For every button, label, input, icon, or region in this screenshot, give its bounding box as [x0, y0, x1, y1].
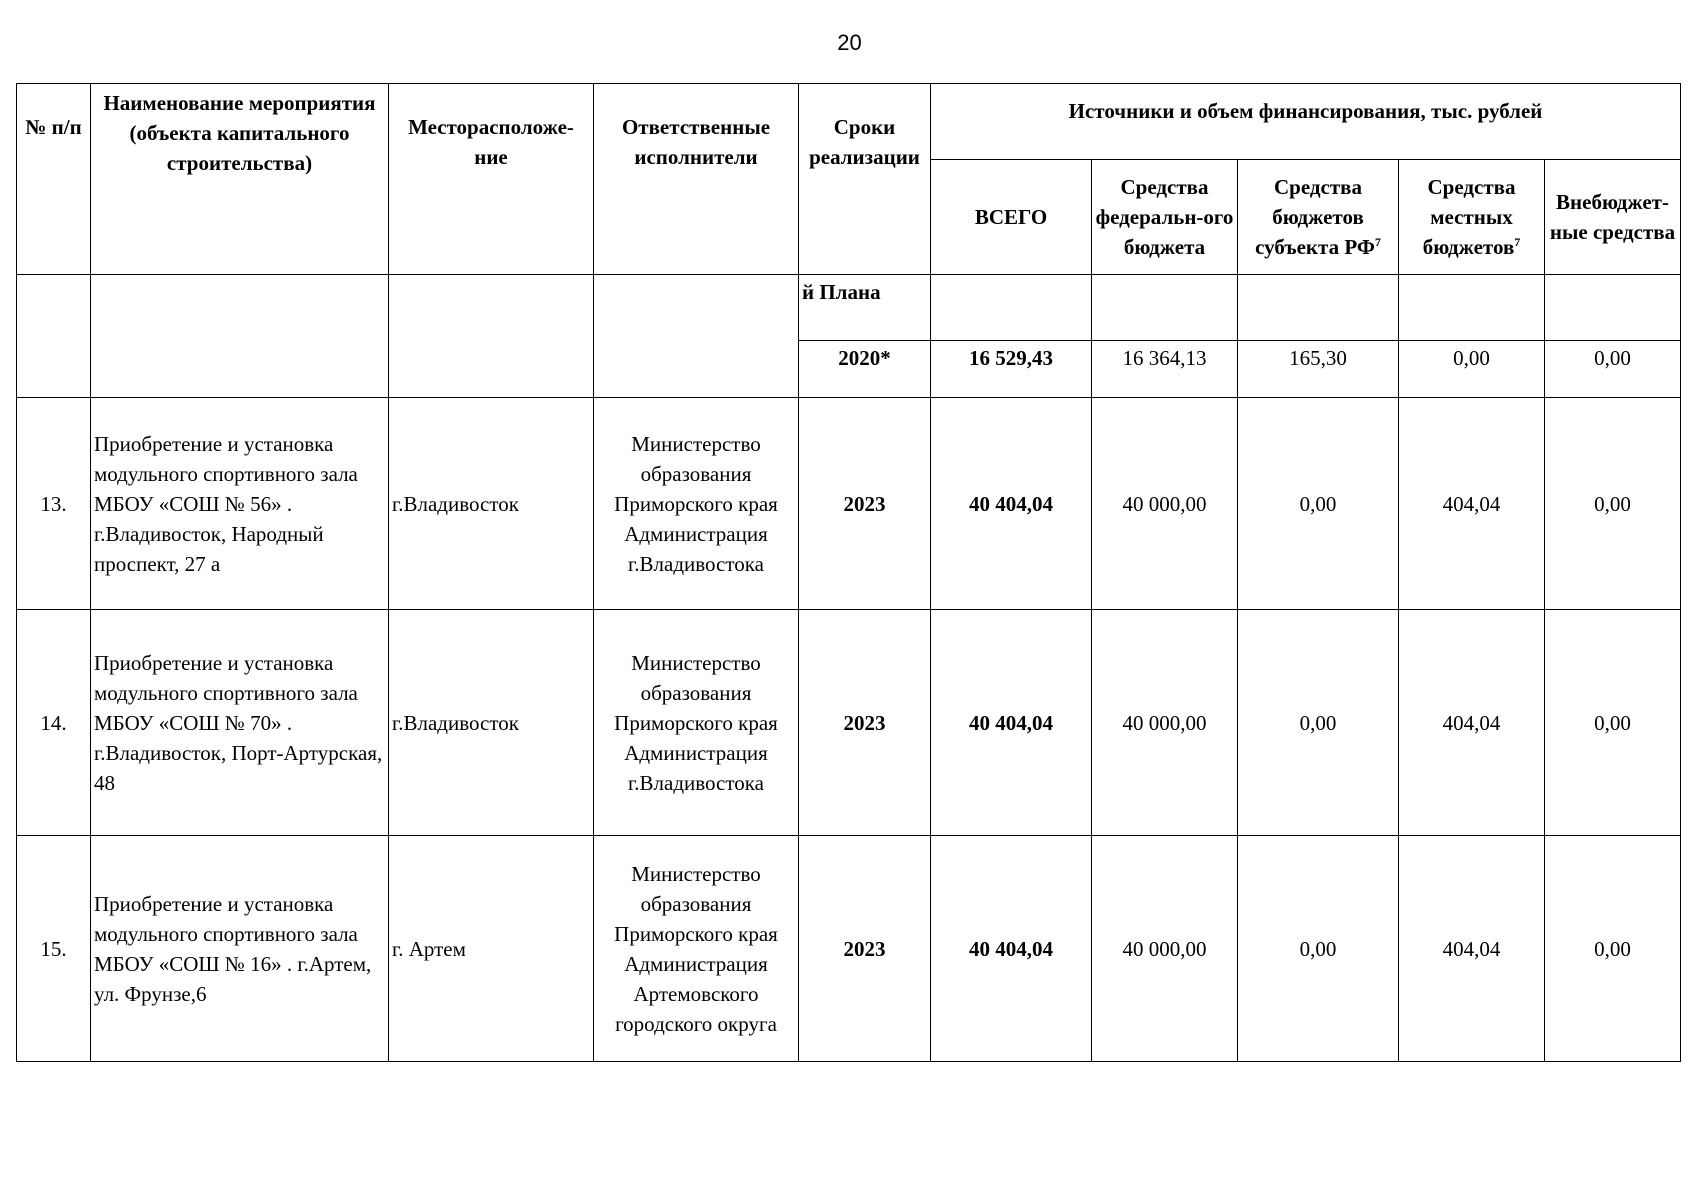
row-local: 404,04 [1399, 610, 1545, 836]
cont-total: 16 529,43 [931, 341, 1092, 398]
cont-responsible [594, 275, 799, 398]
header-num: № п/п [17, 84, 91, 275]
header-local [1399, 160, 1545, 275]
cont-location [389, 275, 594, 398]
header-total: ВСЕГО [931, 160, 1092, 275]
financing-table [16, 83, 1681, 1062]
header-name: Наименование мероприятия (объекта капитального строительства) [91, 84, 389, 275]
header-subject-footnote: 7 [1374, 235, 1381, 249]
row-num: 14. [17, 610, 91, 836]
row-total: 40 404,04 [931, 836, 1092, 1062]
row-extra: 0,00 [1545, 610, 1681, 836]
row-location: г.Владивосток [389, 610, 594, 836]
cont-subject: 165,30 [1238, 341, 1399, 398]
cont-local: 0,00 [1399, 341, 1545, 398]
header-financing: Источники и объем финансирования, тыс. рублей [931, 84, 1681, 160]
row-num: 15. [17, 836, 91, 1062]
cont-num [17, 275, 91, 398]
cont-year: 2020* [799, 341, 931, 398]
header-terms: Сроки реализации [799, 84, 931, 275]
row-name: Приобретение и установка модульного спортивного зала МБОУ «СОШ № 70» . г.Владивосток, Порт-Артурская, 48 [91, 610, 389, 836]
row-subject: 0,00 [1238, 610, 1399, 836]
header-subject [1238, 160, 1399, 275]
row-local: 404,04 [1399, 836, 1545, 1062]
header-location: Месторасположе-ние [389, 84, 594, 275]
row-responsible: Министерство образования Приморского края Администрация г.Владивостока [594, 610, 799, 836]
row-responsible: Министерство образования Приморского края Администрация г.Владивостока [594, 398, 799, 610]
row-total: 40 404,04 [931, 398, 1092, 610]
header-federal: Средства федеральн-ого бюджета [1092, 160, 1238, 275]
row-location: г. Артем [389, 836, 594, 1062]
row-name: Приобретение и установка модульного спортивного зала МБОУ «СОШ № 16» . г.Артем, ул. Фрунзе,6 [91, 836, 389, 1062]
cont-empty-local [1399, 275, 1545, 341]
header-extra: Внебюджет-ные средства [1545, 160, 1681, 275]
row-year: 2023 [799, 398, 931, 610]
row-year: 2023 [799, 836, 931, 1062]
row-subject: 0,00 [1238, 836, 1399, 1062]
row-total: 40 404,04 [931, 610, 1092, 836]
row-responsible: Министерство образования Приморского края Администрация Артемовского городского округа [594, 836, 799, 1062]
cont-plan-text: й Плана [799, 275, 931, 341]
row-federal: 40 000,00 [1092, 398, 1238, 610]
cont-empty-total [931, 275, 1092, 341]
cont-empty-federal [1092, 275, 1238, 341]
cont-name [91, 275, 389, 398]
page-number: 20 [837, 30, 862, 55]
header-local-text: Средства местных бюджетов [1422, 175, 1516, 259]
continuation-row-plan [17, 275, 1681, 341]
table-row [17, 836, 1681, 1062]
row-extra: 0,00 [1545, 836, 1681, 1062]
row-name: Приобретение и установка модульного спортивного зала МБОУ «СОШ № 56» . г.Владивосток, Народный проспект, 27 а [91, 398, 389, 610]
row-location: г.Владивосток [389, 398, 594, 610]
cont-federal: 16 364,13 [1092, 341, 1238, 398]
header-responsible: Ответственные исполнители [594, 84, 799, 275]
header-subject-text: Средства бюджетов субъекта РФ [1255, 175, 1375, 259]
row-federal: 40 000,00 [1092, 610, 1238, 836]
cont-empty-extra [1545, 275, 1681, 341]
cont-extra: 0,00 [1545, 341, 1681, 398]
row-extra: 0,00 [1545, 398, 1681, 610]
row-year: 2023 [799, 610, 931, 836]
header-local-footnote: 7 [1514, 235, 1521, 249]
row-federal: 40 000,00 [1092, 836, 1238, 1062]
cont-empty-subject [1238, 275, 1399, 341]
row-subject: 0,00 [1238, 398, 1399, 610]
table-row [17, 610, 1681, 836]
row-num: 13. [17, 398, 91, 610]
row-local: 404,04 [1399, 398, 1545, 610]
table-row [17, 398, 1681, 610]
